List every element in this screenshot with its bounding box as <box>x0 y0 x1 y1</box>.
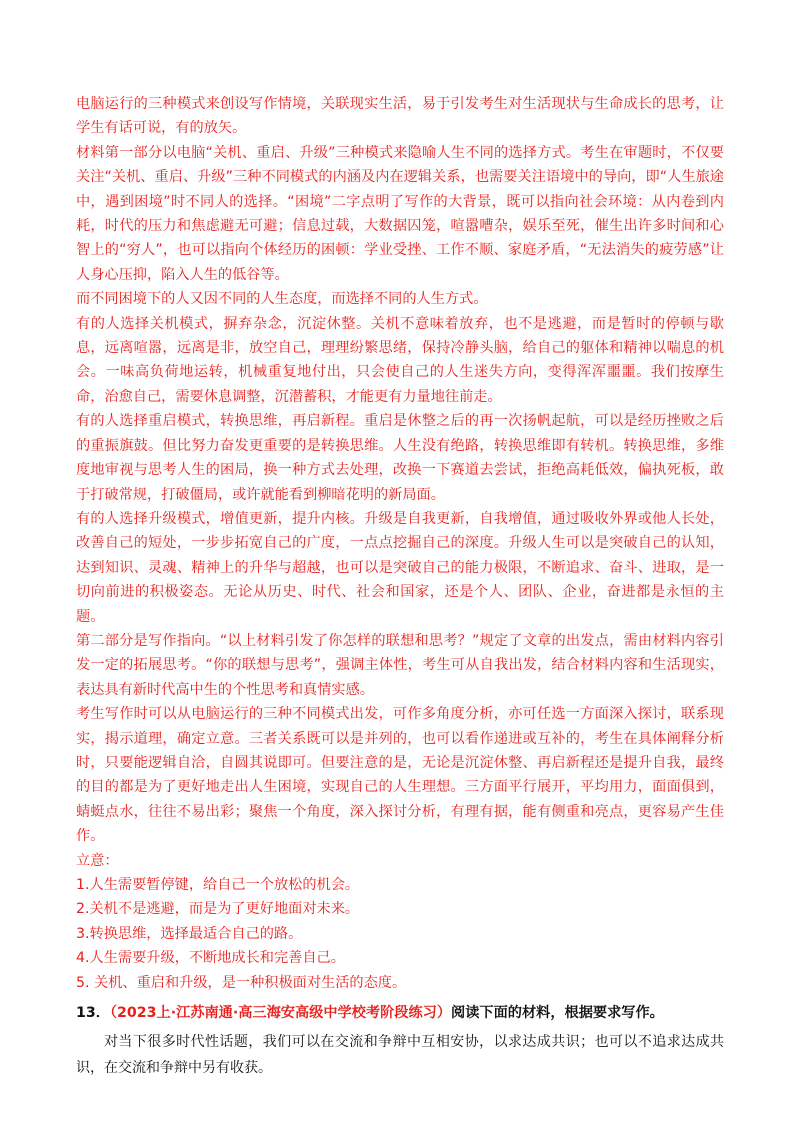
theme-item: 1.人生需要暂停键，给自己一个放松的机会。 <box>76 877 360 893</box>
theme-item: 2.关机不是逃避，而是为了更好地面对未来。 <box>76 901 360 918</box>
analysis-paragraph: 有的人选择升级模式，增值更新，提升内核。升级是自我更新，自我增值，通过吸收外界或他人长处，改善自己的短处，一步步拓宽自己的广度，一点点挖掘自己的深度。升级人生可以是突破自己的认知，达到知识、灵魂、精神上的升华与超越，也可以是突破自己的能力极限，不断追求、奋斗、进取，是一切向前进的积极姿态。无论从历史、时代、社会和国家，还是个人、团队、企业，奋进都是永恒的主题。 <box>76 510 724 625</box>
theme-item: 3.转换思维，选择最适合自己的路。 <box>76 925 303 942</box>
analysis-section <box>76 92 724 995</box>
analysis-paragraph: 有的人选择关机模式，摒弃杂念，沉淀休整。关机不意味着放弃，也不是逃避，而是暂时的停顿与歇息，远离喧嚣，远离是非，放空自己，理理纷繁思绪，保持冷静头脑，给自己的躯体和精神以喘息的机会。一味高负荷地运转，机械重复地付出，只会使自己的人生迷失方向，变得浑浑噩噩。我们按摩生命，治愈自己，需要休息调整，沉潜蓄积，才能更有力量地往前走。 <box>76 315 724 405</box>
analysis-paragraph: 而不同困境下的人又因不同的人生态度，而选择不同的人生方式。 <box>76 291 488 308</box>
analysis-paragraph: 有的人选择重启模式，转换思维，再启新程。重启是休整之后的再一次扬帆起航，可以是经历挫败之后的重振旗鼓。但比努力奋发更重要的是转换思维。人生没有绝路，转换思维即有转机。转换思维，多维度地审视与思考人生的困局，换一种方式去处理，改换一下赛道去尝试，拒绝高耗低效，偏执死板，敢于打破常规，打破僵局，或许就能看到柳暗花明的新局面。 <box>76 413 724 503</box>
question-instruction: 阅读下面的材料，根据要求写作。 <box>451 1005 664 1022</box>
theme-item: 4.人生需要升级，不断地成长和完善自己。 <box>76 950 345 967</box>
theme-heading: 立意： <box>76 852 119 869</box>
page-content <box>76 92 724 1081</box>
analysis-paragraph: 电脑运行的三种模式来创设写作情境，关联现实生活，易于引发考生对生活现状与生命成长的思考，让学生有话可说，有的放矢。 <box>76 96 724 137</box>
analysis-paragraph: 考生写作时可以从电脑运行的三种不同模式出发，可作多角度分析，亦可任选一方面深入探讨，联系现实，揭示道理，确定立意。三者关系既可以是并列的，也可以看作递进或互补的，考生在具体阐释分析时，只要能逻辑自洽，自圆其说即可。但要注意的是，无论是沉淀休整、再启新程还是提升自我，最终的目的都是为了更好地走出人生困境，实现自己的人生理想。三方面平行展开，平均用力，面面俱到，蜻蜓点水，往往不易出彩；聚焦一个角度，深入探讨分析，有理有据，能有侧重和亮点，更容易产生佳作。 <box>76 706 724 845</box>
question-number: 13． <box>76 1005 110 1022</box>
question-source: （2023上·江苏南通·高三海安高级中学校考阶段练习） <box>109 1005 452 1022</box>
analysis-paragraph: 第二部分是写作指向。“以上材料引发了你怎样的联想和思考？”规定了文章的出发点，需由材料内容引发一定的拓展思考。“你的联想与思考”，强调主体性，考生可从自我出发，结合材料内容和生活现实，表达具有新时代高中生的个性思考和真情实感。 <box>76 632 724 698</box>
theme-item: 5. 关机、重启和升级，是一种积极面对生活的态度。 <box>76 974 407 991</box>
analysis-paragraph: 材料第一部分以电脑“关机、重启、升级”三种模式来隐喻人生不同的选择方式。考生在审题时，不仅要关注“关机、重启、升级”三种不同模式的内涵及内在逻辑关系，也需要关注语境中的导向，即“人生旅途中，遇到困境”时不同人的选择。“困境”二字点明了写作的大背景，既可以指向社会环境：从内卷到内耗，时代的压力和焦虑避无可避；信息过载，大数据囚笼，喧嚣嘈杂，娱乐至死，催生出许多时间和心智上的“穷人”，也可以指向个体经历的困顿：学业受挫、工作不顺、家庭矛盾，“无法消失的疲劳感”让人身心压抑，陷入人生的低谷等。 <box>76 144 724 283</box>
question-header <box>76 1001 724 1025</box>
question-material: 对当下很多时代性话题，我们可以在交流和争辩中互相安协，以求达成共识；也可以不追求达成共识，在交流和争辩中另有收获。 <box>76 1034 724 1077</box>
